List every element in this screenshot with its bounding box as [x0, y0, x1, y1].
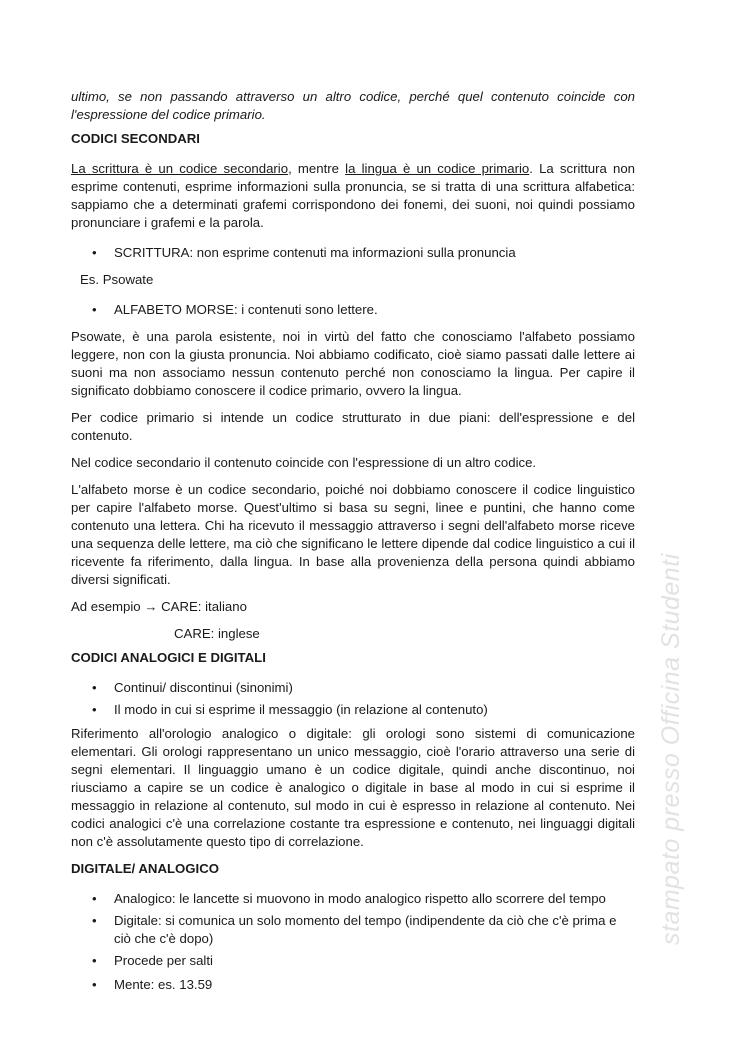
- example-psowate: Es. Psowate: [80, 272, 154, 287]
- text-mentre: , mentre: [288, 161, 346, 176]
- bullet-list-1: [71, 244, 635, 262]
- list-item-text: Il modo in cui si esprime il messaggio (in relazione al contenuto): [114, 702, 488, 717]
- bullet-list-3: [71, 679, 635, 719]
- bullet-icon: •: [92, 913, 97, 928]
- list-item: [71, 952, 635, 970]
- bullet-icon: •: [92, 702, 97, 717]
- list-item: [71, 976, 635, 994]
- heading-codici-secondari: CODICI SECONDARI: [71, 131, 200, 146]
- list-item: [71, 890, 635, 908]
- document-page: [71, 88, 635, 994]
- heading-digitale-analogico: DIGITALE/ ANALOGICO: [71, 861, 219, 876]
- list-item: [71, 701, 635, 719]
- intro-paragraph: ultimo, se non passando attraverso un altro codice, perché quel contenuto coincide con l'espressione del codice primario.: [71, 89, 635, 122]
- text-scrittura-rest: . La scrittura non esprime contenuti, esprime informazioni sulla pronuncia, se si tratta di una scrittura alfabetica: sappiamo che a determinati grafemi corrispondono dei fonemi, dei suoni, noi quindi possiamo pronunciare i grafemi e la parola.: [71, 161, 635, 230]
- bullet-icon: •: [92, 977, 97, 992]
- list-item-text: Digitale: si comunica un solo momento del tempo (indipendente da ciò che c'è prima e ciò che c'è dopo): [114, 913, 617, 946]
- list-item-text: Procede per salti: [114, 953, 213, 968]
- paragraph-orologio: Riferimento all'orologio analogico o digitale: gli orologi sono sistemi di comunicazione elementari. Gli orologi rappresentano un unico messaggio, cioè l'orario attraverso una serie di segni elementari. Il linguaggio umano è un codice digitale, quindi anche discontinuo, noi riusciamo a capire se un codice è analogico o digitale in base al modo in cui si esprime il messaggio in relazione al contenuto, sul modo in cui è espresso in relazione al contenuto. Nei codici analogici c'è una correlazione costante tra espressione e contenuto, nei linguaggi digitali non c'è assolutamente questo tipo di correlazione.: [71, 726, 635, 849]
- paragraph-codice-secondario: Nel codice secondario il contenuto coincide con l'espressione di un altro codice.: [71, 455, 537, 470]
- bullet-icon: •: [92, 245, 97, 260]
- list-item: [71, 912, 635, 948]
- list-item-text: ALFABETO MORSE: i contenuti sono lettere.: [114, 302, 378, 317]
- bullet-list-2: [71, 301, 635, 319]
- example-care-inglese: CARE: inglese: [174, 626, 260, 641]
- list-item-text: Analogico: le lancette si muovono in modo analogico rispetto allo scorrere del tempo: [114, 891, 606, 906]
- bullet-icon: •: [92, 302, 97, 317]
- underlined-scrittura: La scrittura è un codice secondario: [71, 161, 289, 176]
- list-item: [71, 679, 635, 697]
- bullet-list-4: [71, 890, 635, 994]
- bullet-icon: •: [92, 680, 97, 695]
- list-item: [71, 244, 635, 262]
- heading-codici-analogici-digitali: CODICI ANALOGICI E DIGITALI: [71, 650, 266, 665]
- paragraph-alfabeto-morse: L'alfabeto morse è un codice secondario, poiché noi dobbiamo conoscere il codice linguistico per capire l'alfabeto morse. Quest'ultimo si basa su segni, linee e puntini, che hanno come contenuto una lettera. Chi ha ricevuto il messaggio attraverso i segni dell'alfabeto morse riceve una sequenza delle lettere, ma ciò che significano le lettere dipende dal codice linguistico a cui il ricevente fa riferimento, dalla lingua. In base alla provenienza della persona quindi abbiamo diversi significati.: [71, 482, 635, 587]
- list-item-text: Mente: es. 13.59: [114, 977, 213, 992]
- paragraph-codice-primario: Per codice primario si intende un codice strutturato in due piani: dell'espressione e del contenuto.: [71, 410, 635, 443]
- example-care-italiano: Ad esempio → CARE: italiano: [71, 599, 247, 614]
- list-item: [71, 301, 635, 319]
- bullet-icon: •: [92, 891, 97, 906]
- bullet-icon: •: [92, 953, 97, 968]
- list-item-text: SCRITTURA: non esprime contenuti ma informazioni sulla pronuncia: [114, 245, 516, 260]
- paragraph-psowate: Psowate, è una parola esistente, noi in virtù del fatto che conosciamo l'alfabeto possiamo leggere, non con la giusta pronuncia. Noi abbiamo codificato, cioè siamo passati dalle lettere ai suoni ma non associamo nessun contenuto perché non conosciamo la lingua. Per capire il significato dobbiamo conoscere il codice primario, ovvero la lingua.: [71, 329, 635, 398]
- paragraph-scrittura: [71, 160, 635, 232]
- underlined-lingua: la lingua è un codice primario: [345, 161, 530, 176]
- watermark: stampato presso Officina Studenti: [657, 553, 685, 945]
- list-item-text: Continui/ discontinui (sinonimi): [114, 680, 293, 695]
